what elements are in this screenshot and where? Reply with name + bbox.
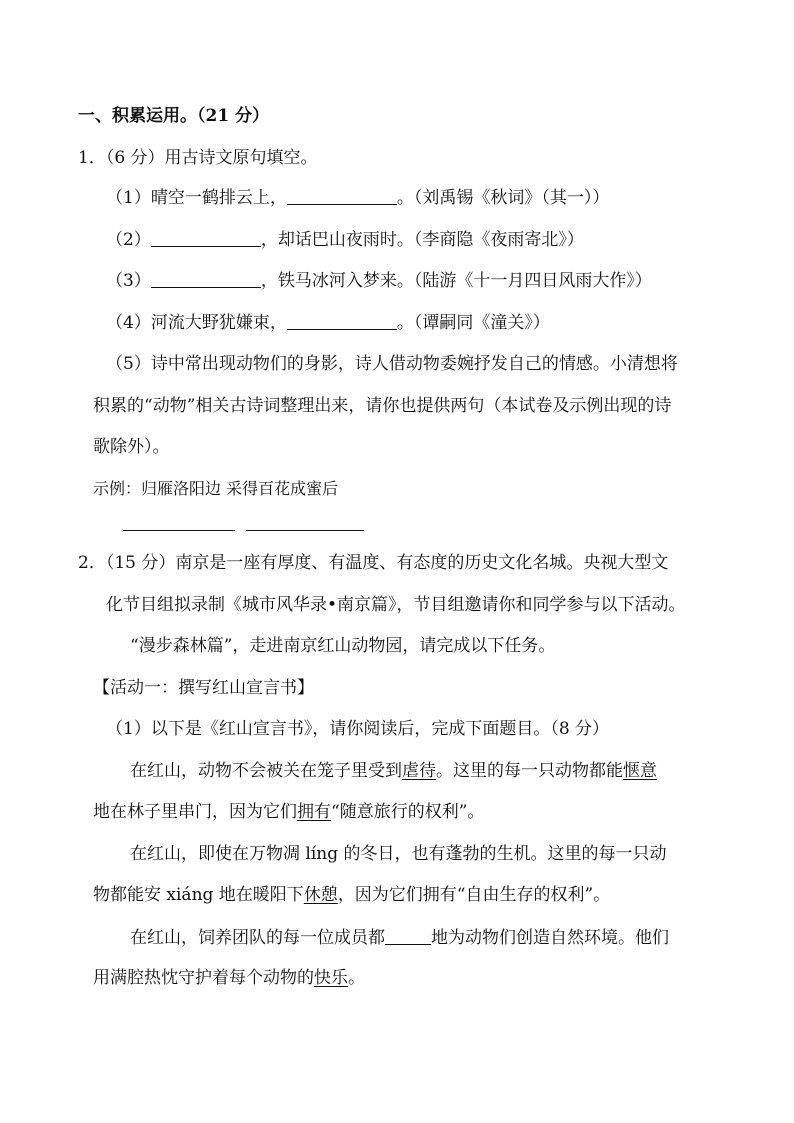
q1-answer-blank-2 bbox=[246, 512, 364, 531]
q1-answer-blank-1 bbox=[123, 512, 235, 531]
q1-item-5-line-2: 积累的“动物”相关古诗词整理出来，请你也提供两句（本试卷及示例出现的诗 bbox=[93, 396, 672, 416]
q1-item-1 bbox=[106, 186, 609, 210]
q1-example: 示例：归雁洛阳边 采得百花成蜜后 bbox=[93, 479, 339, 498]
q2-stem-line-2: 化节目组拟录制《城市风华录•南京篇》，节目组邀请你和同学参与以下活动。 bbox=[106, 595, 686, 615]
para2-text-d: ，因为它们拥有“自由生存的权利”。 bbox=[337, 885, 611, 905]
underlined-word-kuaile: 快乐 bbox=[314, 968, 348, 988]
q1-item-3-suffix: ，铁马冰河入梦来。（陆游《十一月四日风雨大作》） bbox=[260, 271, 652, 291]
q1-item-2-prefix: （2） bbox=[106, 230, 151, 250]
declaration-para-1-line-2 bbox=[93, 800, 484, 824]
declaration-para-3-line-1 bbox=[130, 926, 669, 950]
q1-item-4 bbox=[106, 311, 550, 335]
activity-title: 【活动一：撰写红山宣言书】 bbox=[93, 678, 314, 698]
underlined-word-qieyi: 惬意 bbox=[623, 761, 657, 781]
q1-item-4-prefix: （4）河流大野犹嫌束， bbox=[106, 313, 287, 333]
para1-text-e: 地在林子里串门，因为它们 bbox=[93, 802, 297, 822]
para2-text-b: 物都能安 xiáng 地在暖阳下 bbox=[93, 885, 304, 905]
q1-item-3 bbox=[106, 269, 652, 293]
underlined-word-nuedai: 虐待 bbox=[402, 761, 436, 781]
para3-text-a: 在红山，饲养团队的每一位成员都 bbox=[130, 928, 385, 948]
q1-item-5-line-3: 歌除外）。 bbox=[93, 437, 170, 457]
q1-item-4-suffix: 。（谭嗣同《潼关》） bbox=[396, 313, 550, 333]
para1-text-g: “随意旅行的权利”。 bbox=[331, 802, 485, 822]
para3-text-c: 用满腔热忱守护着每个动物的 bbox=[93, 968, 314, 988]
para3-blank bbox=[385, 926, 431, 945]
q1-item-1-prefix: （1）晴空一鹤排云上， bbox=[106, 188, 287, 208]
para3-text-b: 地为动物们创造自然环境。他们 bbox=[431, 928, 669, 948]
q1-item-2 bbox=[106, 228, 584, 252]
underlined-word-xiuqi: 休憩 bbox=[303, 885, 338, 905]
declaration-para-3-line-2 bbox=[93, 966, 365, 990]
q1-item-5-line-1: （5）诗中常出现动物们的身影，诗人借动物委婉抒发自己的情感。小清想将 bbox=[106, 354, 678, 374]
q2-stem-line-1: 2．（15 分）南京是一座有厚度、有温度、有态度的历史文化名城。央视大型文 bbox=[78, 553, 669, 573]
declaration-para-2-line-2 bbox=[93, 883, 610, 907]
q1-item-2-blank bbox=[151, 228, 261, 247]
q1-item-3-blank bbox=[151, 269, 261, 288]
underlined-word-yongyou: 拥有 bbox=[297, 802, 331, 822]
q2-sub-1: （1）以下是《红山宣言书》，请你阅读后，完成下面题目。（8 分） bbox=[106, 719, 610, 739]
q1-item-1-suffix: 。（刘禹锡《秋词》（其一）） bbox=[396, 188, 610, 208]
q1-item-2-suffix: ，却话巴山夜雨时。（李商隐《夜雨寄北》） bbox=[260, 230, 584, 250]
q2-stem-line-3: “漫步森林篇”，走进南京红山动物园，请完成以下任务。 bbox=[130, 636, 556, 656]
q1-item-4-blank bbox=[287, 311, 397, 330]
q1-answer-blanks bbox=[123, 512, 364, 536]
declaration-para-1-line-1 bbox=[130, 759, 657, 783]
q1-item-3-prefix: （3） bbox=[106, 271, 151, 291]
declaration-para-2-line-1: 在红山，即使在万物凋 líng 的冬日，也有蓬勃的生机。这里的每一只动 bbox=[130, 844, 667, 864]
q1-item-1-blank bbox=[287, 186, 397, 205]
section-title: 一、积累运用。（21 分） bbox=[78, 106, 270, 126]
q1-stem: 1．（6 分）用古诗文原句填空。 bbox=[78, 148, 318, 168]
para1-text-c: 。这里的每一只动物都能 bbox=[436, 761, 623, 781]
para3-text-e: 。 bbox=[348, 968, 365, 988]
para1-text-a: 在红山，动物不会被关在笼子里受到 bbox=[130, 761, 402, 781]
